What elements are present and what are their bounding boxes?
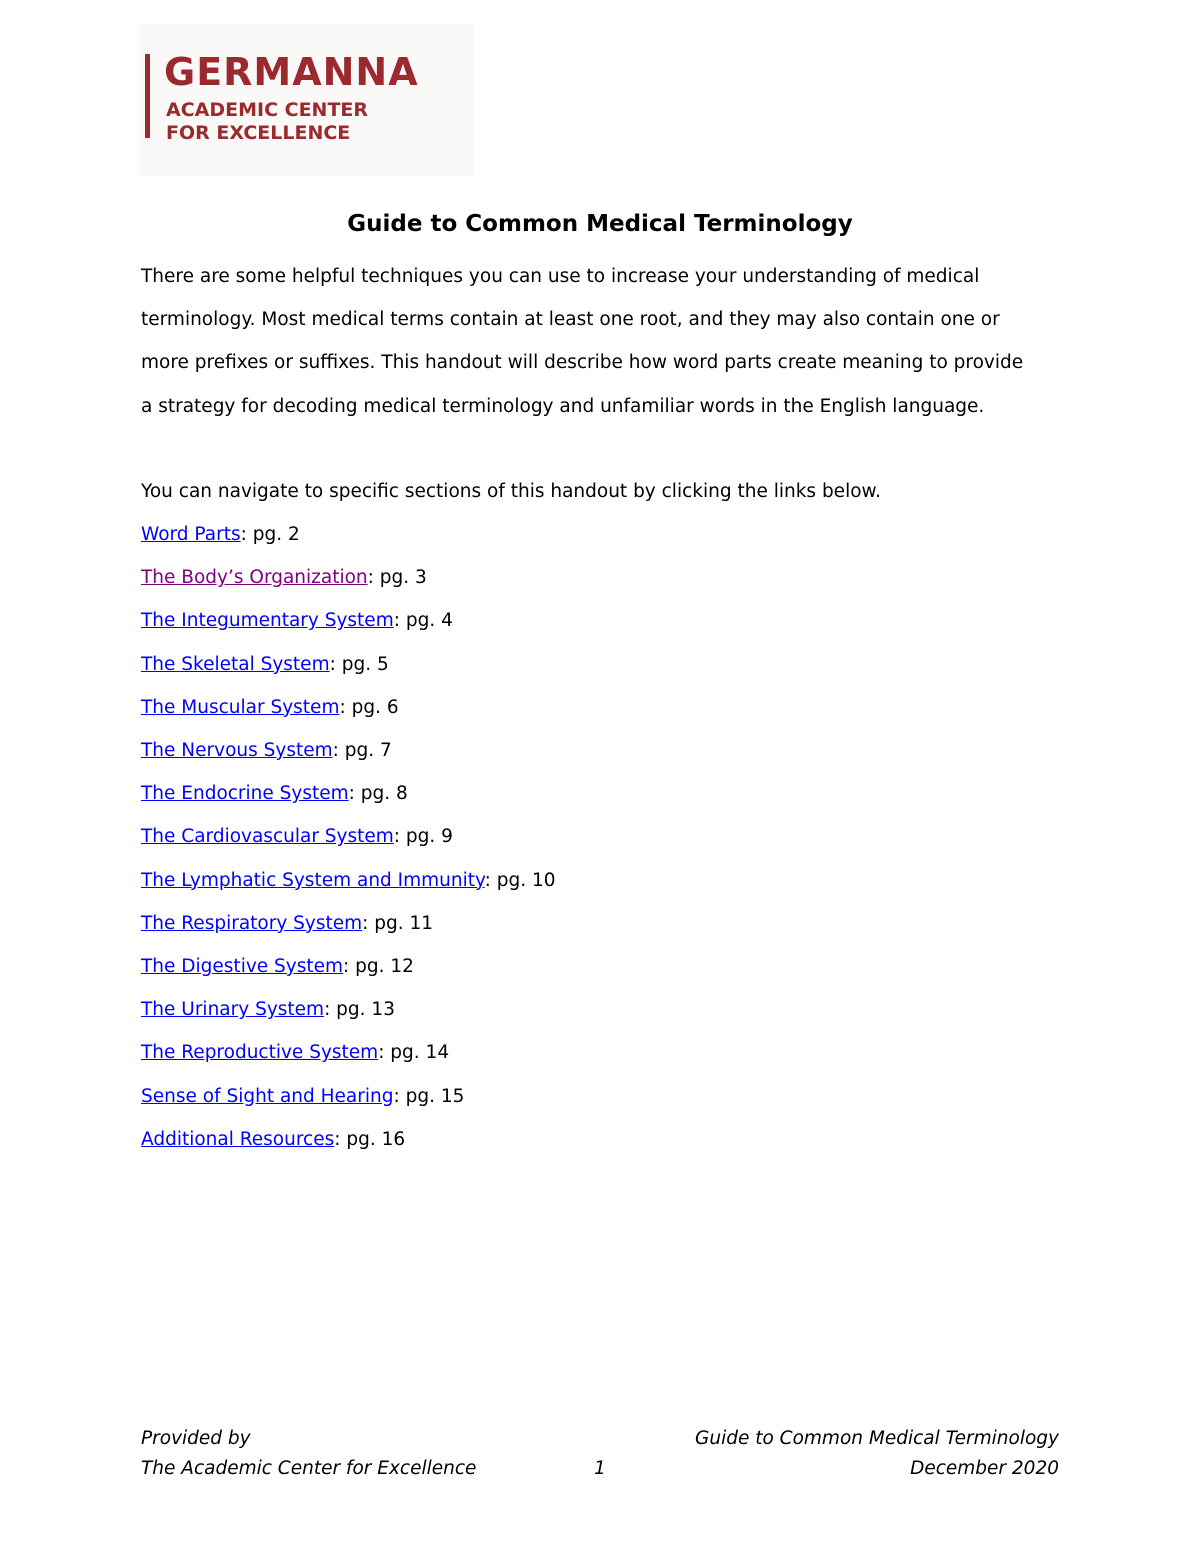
toc-item — [141, 772, 556, 815]
footer-date: December 2020 — [910, 1458, 1059, 1479]
toc-item — [141, 945, 556, 988]
table-of-contents — [141, 513, 556, 1161]
toc-page: : pg. 8 — [348, 783, 408, 805]
toc-item — [141, 729, 556, 772]
toc-item — [141, 859, 556, 902]
toc-page: : pg. 10 — [484, 869, 556, 891]
toc-item — [141, 686, 556, 729]
toc-item — [141, 513, 556, 556]
toc-page: : pg. 6 — [339, 696, 399, 718]
toc-link-bodys-organization[interactable]: The Body’s Organization — [141, 567, 368, 589]
toc-link-additional-resources[interactable]: Additional Resources — [141, 1128, 335, 1150]
toc-link-muscular-system[interactable]: The Muscular System — [141, 696, 340, 718]
toc-page: : pg. 9 — [393, 826, 453, 848]
footer-provided-by: Provided by — [141, 1428, 251, 1449]
toc-page: : pg. 11 — [362, 912, 434, 934]
toc-item — [141, 1075, 556, 1118]
footer-document-title: Guide to Common Medical Terminology — [695, 1428, 1059, 1449]
navigation-instructions: You can navigate to specific sections of this handout by clicking the links below. — [141, 481, 881, 502]
toc-page: : pg. 7 — [332, 740, 392, 762]
toc-item — [141, 599, 556, 642]
toc-item — [141, 556, 556, 599]
footer-left — [141, 1424, 476, 1484]
toc-item — [141, 1031, 556, 1074]
toc-link-integumentary-system[interactable]: The Integumentary System — [141, 610, 394, 632]
footer-organization: The Academic Center for Excellence — [141, 1458, 477, 1479]
toc-link-nervous-system[interactable]: The Nervous System — [141, 740, 333, 762]
toc-item — [141, 643, 556, 686]
toc-link-cardiovascular-system[interactable]: The Cardiovascular System — [141, 826, 394, 848]
toc-item — [141, 815, 556, 858]
toc-link-respiratory-system[interactable]: The Respiratory System — [141, 912, 363, 934]
toc-link-word-parts[interactable]: Word Parts — [141, 524, 241, 545]
toc-item — [141, 988, 556, 1031]
footer-right — [695, 1424, 1059, 1484]
toc-link-digestive-system[interactable]: The Digestive System — [141, 956, 344, 978]
intro-line: more prefixes or suffixes. This handout will describe how word parts create meaning to provide — [141, 352, 1024, 374]
logo-accent-bar — [145, 54, 150, 138]
toc-item — [141, 902, 556, 945]
toc-page: : pg. 2 — [240, 524, 300, 545]
toc-page: : pg. 16 — [334, 1128, 406, 1150]
logo-subtitle-line2: FOR EXCELLENCE — [166, 122, 351, 144]
toc-link-lymphatic-system[interactable]: The Lymphatic System and Immunity — [141, 869, 485, 891]
document-title: Guide to Common Medical Terminology — [347, 211, 853, 237]
intro-line: a strategy for decoding medical terminology and unfamiliar words in the English language. — [141, 395, 985, 417]
toc-page: : pg. 13 — [324, 999, 395, 1021]
toc-link-sight-and-hearing[interactable]: Sense of Sight and Hearing — [141, 1085, 394, 1107]
germanna-logo — [140, 24, 474, 176]
toc-link-urinary-system[interactable]: The Urinary System — [141, 999, 325, 1021]
toc-page: : pg. 15 — [393, 1085, 465, 1107]
intro-line: There are some helpful techniques you can use to increase your understanding of medical — [141, 266, 980, 287]
logo-name: GERMANNA — [164, 50, 419, 94]
intro-paragraph — [141, 255, 1071, 428]
page-number: 1 — [594, 1458, 606, 1479]
toc-link-reproductive-system[interactable]: The Reproductive System — [141, 1042, 379, 1064]
toc-item — [141, 1118, 556, 1161]
toc-page: : pg. 4 — [393, 610, 453, 632]
toc-page: : pg. 5 — [329, 653, 389, 675]
toc-link-endocrine-system[interactable]: The Endocrine System — [141, 783, 349, 805]
logo-subtitle-line1: ACADEMIC CENTER — [166, 99, 369, 121]
intro-line: terminology. Most medical terms contain at least one root, and they may also contain one or — [141, 309, 1000, 331]
toc-page: : pg. 14 — [378, 1042, 450, 1064]
toc-page: : pg. 12 — [343, 956, 414, 978]
toc-page: : pg. 3 — [367, 567, 427, 589]
toc-link-skeletal-system[interactable]: The Skeletal System — [141, 653, 330, 675]
